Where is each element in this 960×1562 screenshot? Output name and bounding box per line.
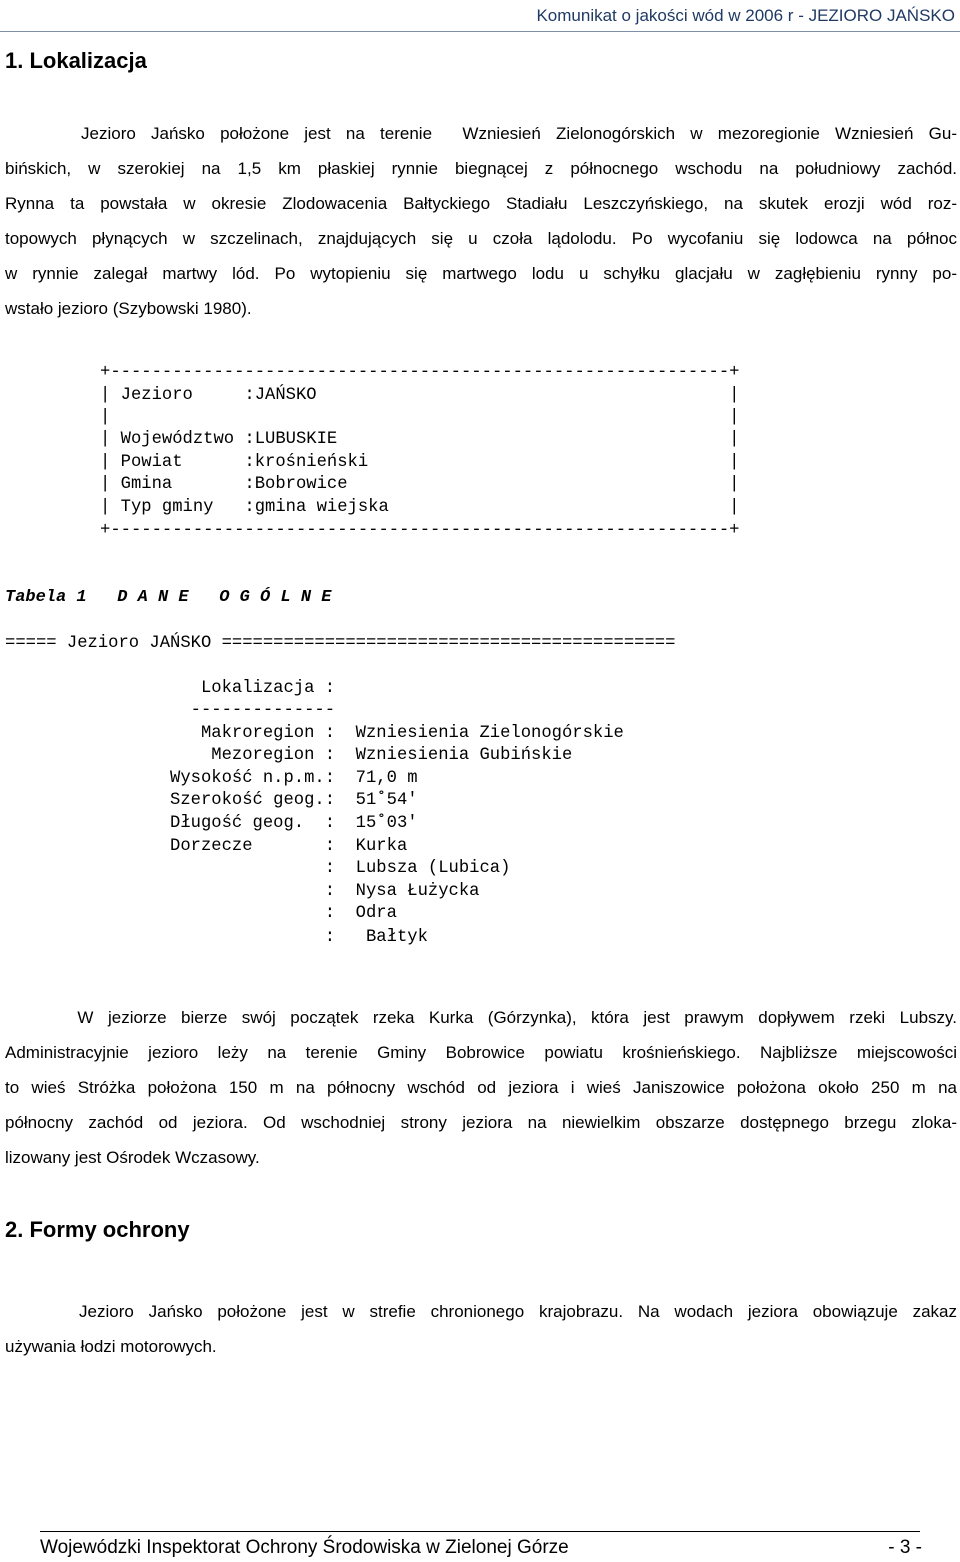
- page-number: - 3 -: [888, 1537, 922, 1558]
- table1-line: Mezoregion : Wzniesienia Gubińskie: [5, 746, 573, 765]
- paragraph-2: [5, 1000, 957, 1175]
- paragraph-line: bińskich, w szerokiej na 1,5 km płaskiej rynnie biegnącej z północnego wschodu na południowy zachód.: [5, 159, 957, 178]
- footer-institution: Wojewódzki Inspektorat Ochrony Środowiska w Zielonej Górze: [40, 1537, 569, 1558]
- running-head: Komunikat o jakości wód w 2006 r - JEZIORO JAŃSKO: [536, 6, 955, 25]
- paragraph-line: Jezioro Jańsko położone jest w strefie chronionego krajobrazu. Na wodach jeziora obowiązuje zakaz: [5, 1302, 957, 1321]
- paragraph-line: topowych płynących w szczelinach, znajdujących się u czoła lądolodu. Po wycofaniu się lodowca na północ: [5, 229, 957, 248]
- paragraph-line: północny zachód od jeziora. Od wschodniej strony jeziora na niewielkim obszarze dostępnego brzegu zloka-: [5, 1113, 957, 1132]
- paragraph-line: Jezioro Jańsko położone jest na terenie Wzniesień Zielonogórskich w mezoregionie Wzniesień Gu-: [5, 124, 957, 143]
- paragraph-line: W jeziorze bierze swój początek rzeka Kurka (Górzynka), która jest prawym dopływem rzeki Lubszy.: [5, 1008, 957, 1027]
- paragraph-line: wstało jezioro (Szybowski 1980).: [5, 299, 252, 318]
- table1-line: : Nysa Łużycka: [5, 882, 480, 901]
- section1-paragraph: [5, 116, 957, 326]
- box-row-blank: | |: [100, 408, 740, 427]
- table1-line: Szerokość geog.: 51˚54': [5, 791, 418, 810]
- paragraph-line: lizowany jest Ośrodek Wczasowy.: [5, 1148, 260, 1167]
- footer-rule: [40, 1531, 920, 1532]
- box-border-top: +------------------------------------------------------------+: [100, 363, 740, 382]
- paragraph-line: Rynna ta powstała w okresie Zlodowacenia Bałtyckiego Stadiału Leszczyńskiego, na skutek erozji wód roz-: [5, 194, 957, 213]
- box-row-gmina: | Gmina :Bobrowice |: [100, 475, 740, 494]
- paragraph-line: Administracyjnie jezioro leży na terenie Gminy Bobrowice powiatu krośnieńskiego. Najbliższe miejscowości: [5, 1043, 957, 1062]
- box-row-jezioro: | Jezioro :JAŃSKO |: [100, 386, 740, 405]
- table1-line: Wysokość n.p.m.: 71,0 m: [5, 769, 418, 788]
- section1-title: 1. Lokalizacja: [5, 48, 147, 73]
- table1-header-line: ===== Jezioro JAŃSKO ============================================: [5, 634, 676, 653]
- table1-caption: Tabela 1 D A N E O G Ó L N E: [5, 588, 332, 607]
- running-head-rule: [0, 31, 960, 32]
- box-row-typ-gminy: | Typ gminy :gmina wiejska |: [100, 498, 740, 517]
- paragraph-line: to wieś Stróżka położona 150 m na północny wschód od jeziora i wieś Janiszowice położona około 250 m na: [5, 1078, 957, 1097]
- table1-line: --------------: [5, 701, 336, 720]
- box-border-bottom: +------------------------------------------------------------+: [100, 521, 740, 540]
- paragraph-line: używania łodzi motorowych.: [5, 1337, 217, 1356]
- box-row-wojewodztwo: | Województwo :LUBUSKIE |: [100, 430, 740, 449]
- table1-line: : Lubsza (Lubica): [5, 859, 511, 878]
- section2-paragraph: [5, 1294, 957, 1364]
- table1-line: Dorzecze : Kurka: [5, 837, 408, 856]
- table1-line: Lokalizacja :: [5, 679, 336, 698]
- table1-line: Makroregion : Wzniesienia Zielonogórskie: [5, 724, 624, 743]
- table1-line: : Bałtyk: [5, 928, 428, 947]
- table1-line: : Odra: [5, 904, 397, 923]
- lake-info-box: [100, 362, 840, 540]
- section2-title: 2. Formy ochrony: [5, 1217, 190, 1242]
- table1-line: Długość geog. : 15˚03': [5, 814, 418, 833]
- box-row-powiat: | Powiat :krośnieński |: [100, 453, 740, 472]
- paragraph-line: w rynnie zalegał martwy lód. Po wytopieniu się martwego lodu u schyłku glacjału w zagłębieniu rynny po-: [5, 264, 957, 283]
